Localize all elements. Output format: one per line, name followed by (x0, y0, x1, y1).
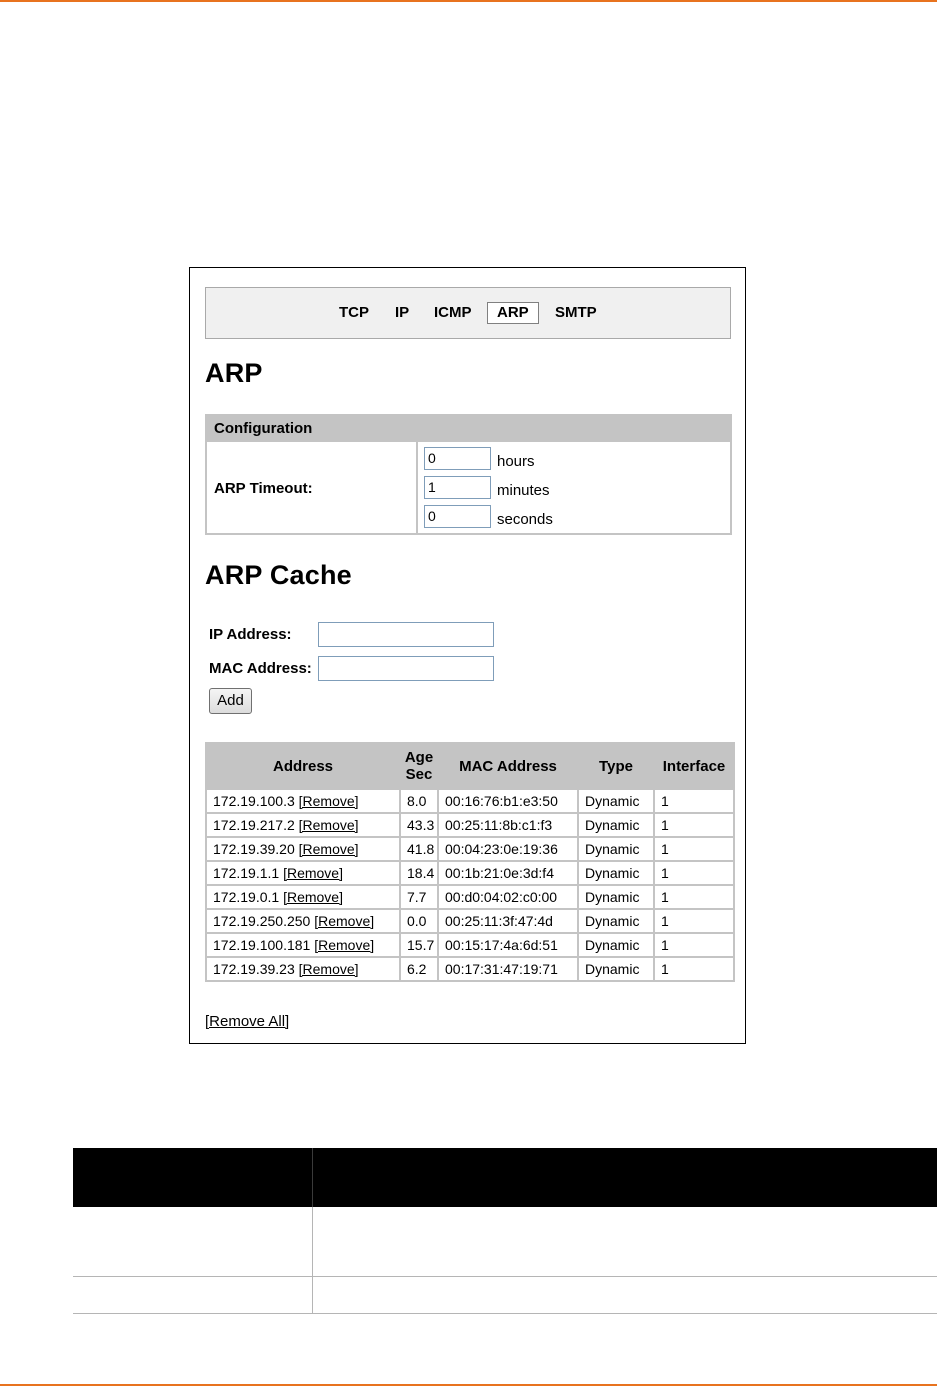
seconds-unit: seconds (497, 511, 553, 528)
interface-cell: 1 (654, 789, 734, 813)
age-cell: 18.4 (400, 861, 438, 885)
table-row (206, 885, 734, 909)
arp-cache-title: ARP Cache (205, 560, 352, 590)
minutes-input[interactable]: 1 (424, 476, 491, 499)
mac-cell: 00:25:11:3f:47:4d (438, 909, 578, 933)
remove-link[interactable]: [Remove] (283, 865, 343, 881)
table-row (206, 789, 734, 813)
mac-cell: 00:1b:21:0e:3d:f4 (438, 861, 578, 885)
type-cell: Dynamic (578, 933, 654, 957)
age-cell: 8.0 (400, 789, 438, 813)
age-cell: 43.3 (400, 813, 438, 837)
tab-smtp[interactable]: SMTP (555, 304, 597, 321)
mac-address-input[interactable] (318, 656, 494, 681)
remove-link[interactable]: [Remove] (314, 937, 375, 953)
mac-cell: 00:15:17:4a:6d:51 (438, 933, 578, 957)
hours-input[interactable]: 0 (424, 447, 491, 470)
type-cell: Dynamic (578, 789, 654, 813)
tab-icmp[interactable]: ICMP (434, 304, 472, 321)
remove-link[interactable]: [Remove] (298, 841, 359, 857)
add-button[interactable]: Add (209, 688, 252, 714)
header-age-sec (400, 743, 438, 789)
age-cell: 0.0 (400, 909, 438, 933)
minutes-unit: minutes (497, 482, 550, 499)
remove-link[interactable]: [Remove] (298, 793, 359, 809)
screenshot-frame (189, 267, 746, 1044)
table-row (206, 813, 734, 837)
address-cell (206, 861, 400, 885)
type-cell: Dynamic (578, 909, 654, 933)
protocol-tab-bar (205, 287, 731, 339)
bottom-accent-rule (0, 1384, 937, 1386)
address-cell (206, 885, 400, 909)
interface-cell: 1 (654, 909, 734, 933)
remove-link[interactable]: [Remove] (298, 817, 359, 833)
ip-value: 172.19.100.3 (213, 793, 295, 809)
remove-link[interactable]: [Remove] (298, 961, 359, 977)
type-cell: Dynamic (578, 837, 654, 861)
tab-tcp[interactable]: TCP (339, 304, 369, 321)
table-row (206, 909, 734, 933)
interface-cell: 1 (654, 861, 734, 885)
mac-cell: 00:17:31:47:19:71 (438, 957, 578, 981)
row-divider (73, 1276, 937, 1277)
mac-cell: 00:d0:04:02:c0:00 (438, 885, 578, 909)
hours-unit: hours (497, 453, 535, 470)
age-cell: 15.7 (400, 933, 438, 957)
address-cell (206, 933, 400, 957)
ip-value: 172.19.250.250 (213, 913, 311, 929)
interface-cell: 1 (654, 837, 734, 861)
address-cell (206, 813, 400, 837)
remove-link[interactable]: [Remove] (283, 889, 343, 905)
table-header-row (206, 743, 734, 789)
age-cell: 41.8 (400, 837, 438, 861)
address-cell (206, 909, 400, 933)
interface-cell: 1 (654, 813, 734, 837)
address-cell (206, 837, 400, 861)
header-type: Type (578, 743, 654, 789)
arp-title: ARP (205, 358, 263, 388)
top-accent-rule (0, 0, 937, 2)
mac-cell: 00:25:11:8b:c1:f3 (438, 813, 578, 837)
tab-arp[interactable]: ARP (487, 302, 539, 324)
column-divider (416, 442, 418, 533)
header-interface: Interface (654, 743, 734, 789)
ip-value: 172.19.0.1 (213, 889, 280, 905)
header-mac-address: MAC Address (438, 743, 578, 789)
address-cell (206, 957, 400, 981)
configuration-header: Configuration (207, 416, 730, 442)
remove-all-link[interactable]: [Remove All] (205, 1013, 290, 1030)
interface-cell: 1 (654, 933, 734, 957)
type-cell: Dynamic (578, 957, 654, 981)
header-address: Address (206, 743, 400, 789)
row-divider (73, 1313, 937, 1314)
ip-address-input[interactable] (318, 622, 494, 647)
ip-value: 172.19.39.20 (213, 841, 295, 857)
ip-value: 172.19.100.181 (213, 937, 311, 953)
interface-cell: 1 (654, 957, 734, 981)
mac-address-label: MAC Address: (209, 660, 312, 677)
age-cell: 6.2 (400, 957, 438, 981)
table-row (206, 933, 734, 957)
address-cell (206, 789, 400, 813)
remove-link[interactable]: [Remove] (314, 913, 375, 929)
mac-cell: 00:16:76:b1:e3:50 (438, 789, 578, 813)
age-cell: 7.7 (400, 885, 438, 909)
seconds-input[interactable]: 0 (424, 505, 491, 528)
interface-cell: 1 (654, 885, 734, 909)
tab-ip[interactable]: IP (395, 304, 410, 321)
type-cell: Dynamic (578, 813, 654, 837)
header-age: Age (404, 749, 434, 766)
ip-value: 172.19.1.1 (213, 865, 280, 881)
arp-cache-table (205, 742, 735, 982)
table-row (206, 861, 734, 885)
mac-cell: 00:04:23:0e:19:36 (438, 837, 578, 861)
configuration-table (205, 414, 732, 535)
type-cell: Dynamic (578, 885, 654, 909)
table-header-bar (73, 1148, 937, 1207)
ip-value: 172.19.217.2 (213, 817, 295, 833)
type-cell: Dynamic (578, 861, 654, 885)
arp-timeout-label: ARP Timeout: (214, 480, 313, 497)
ip-value: 172.19.39.23 (213, 961, 295, 977)
header-column-divider (312, 1148, 313, 1207)
ip-address-label: IP Address: (209, 626, 292, 643)
table-row (206, 837, 734, 861)
column-divider (312, 1207, 313, 1314)
table-row (206, 957, 734, 981)
header-sec: Sec (405, 766, 433, 783)
